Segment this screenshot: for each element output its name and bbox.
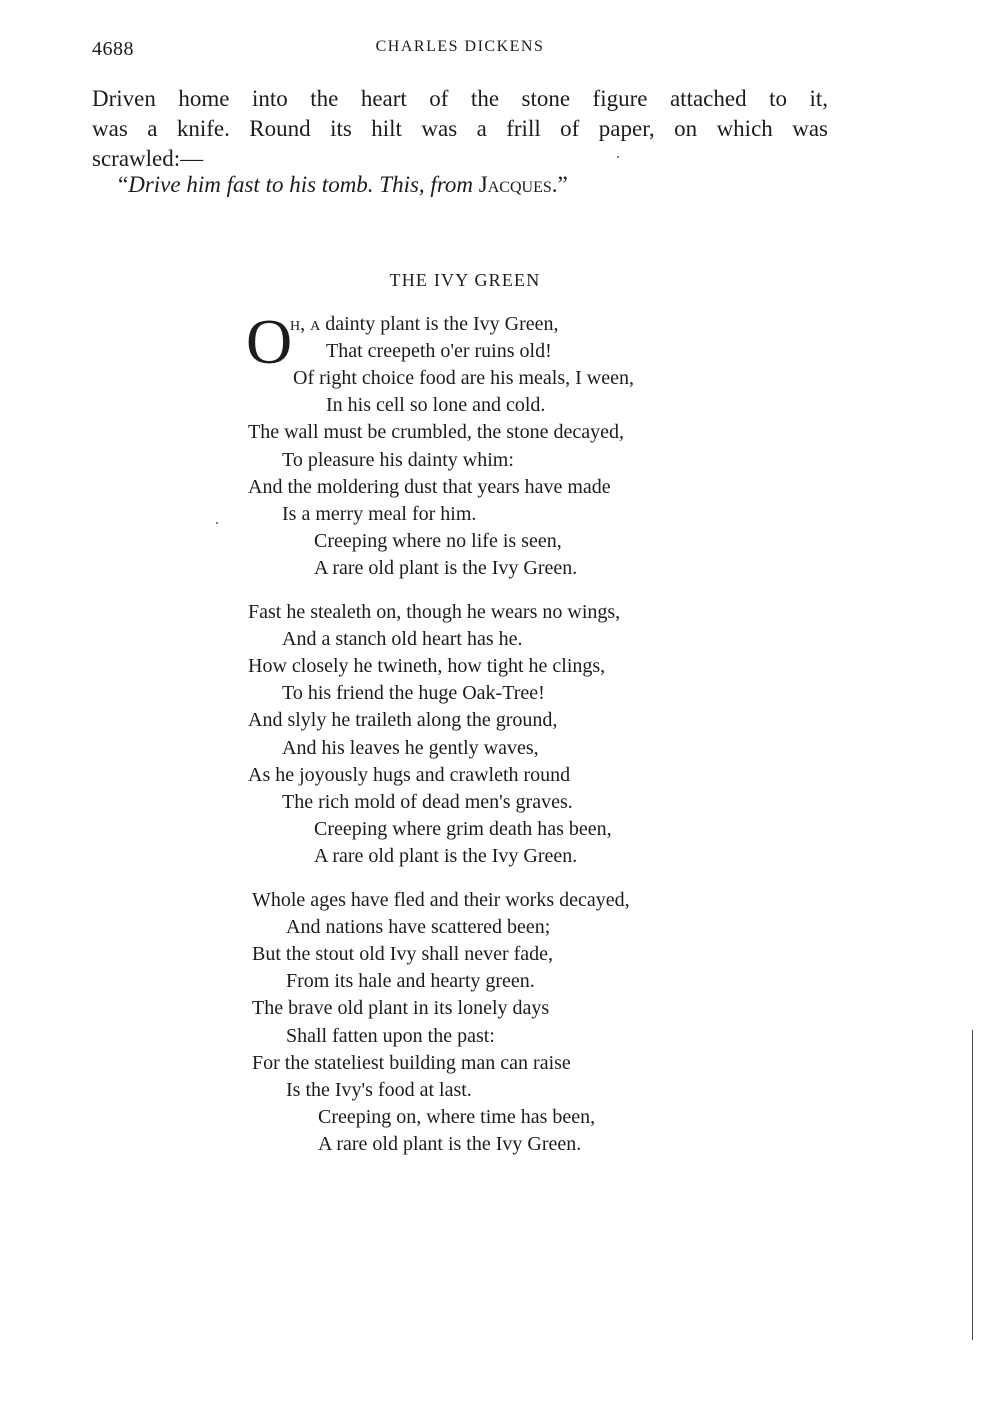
- poem-line: Is the Ivy's food at last.: [286, 1078, 472, 1101]
- poem-line: And a stanch old heart has he.: [282, 628, 523, 651]
- poem-line: The rich mold of dead men's graves.: [282, 790, 573, 813]
- poem-line: To pleasure his dainty whim:: [282, 448, 514, 471]
- poem-line: And his leaves he gently waves,: [282, 736, 539, 759]
- page-number: 4688: [92, 38, 134, 60]
- poem-line: Shall fatten upon the past:: [286, 1024, 495, 1047]
- quote-close-mark: ”: [557, 172, 568, 197]
- poem-line: A rare old plant is the Ivy Green.: [318, 1132, 582, 1155]
- quote-text: Drive him fast to his tomb. This, from: [128, 172, 474, 197]
- poem-line: To his friend the huge Oak-Tree!: [282, 682, 545, 705]
- margin-rule: [972, 1030, 973, 1340]
- poem-line-text: dainty plant is the Ivy Green,: [325, 313, 559, 335]
- poem-line: A rare old plant is the Ivy Green.: [314, 844, 578, 867]
- quote-open-mark: “: [118, 172, 129, 197]
- poem-line: And slyly he traileth along the ground,: [248, 709, 558, 732]
- poem-line: But the stout old Ivy shall never fade,: [252, 943, 554, 966]
- poem-line: Of right choice food are his meals, I ween,: [293, 367, 634, 390]
- poem-line: The brave old plant in its lonely days: [252, 997, 550, 1020]
- poem-line: As he joyously hugs and crawleth round: [248, 763, 571, 786]
- poem-line: Fast he stealeth on, though he wears no wings,: [248, 601, 621, 623]
- first-line-small-caps: h, a: [290, 313, 326, 335]
- prose-line: Driven home into the heart of the stone figure attached to it,: [92, 86, 828, 111]
- poem-line: Whole ages have fled and their works decayed,: [252, 889, 630, 911]
- poem-line: How closely he twineth, how tight he clings,: [248, 655, 606, 678]
- poem-line: Creeping where grim death has been,: [314, 817, 612, 840]
- poem-line: Is a merry meal for him.: [282, 502, 477, 525]
- poem-line: And the moldering dust that years have made: [248, 475, 611, 498]
- poem-line: [290, 312, 559, 336]
- scan-speck: [617, 156, 619, 158]
- poem-title: THE IVY GREEN: [389, 270, 541, 290]
- prose-line: was a knife. Round its hilt was a frill of paper, on which was: [92, 116, 828, 141]
- running-head: CHARLES DICKENS: [375, 38, 545, 55]
- poem-line: And nations have scattered been;: [286, 916, 551, 939]
- prose-line: scrawled:—: [92, 146, 204, 171]
- poem-line: That creepeth o'er ruins old!: [326, 340, 552, 363]
- poem-line: A rare old plant is the Ivy Green.: [314, 556, 578, 579]
- prose-paragraph: [92, 84, 828, 174]
- poem-line: From its hale and hearty green.: [286, 970, 535, 993]
- poem-line: Creeping on, where time has been,: [318, 1105, 596, 1128]
- quote-attribution: Jacques.: [478, 172, 558, 197]
- poem-line: In his cell so lone and cold.: [326, 394, 546, 417]
- scan-speck: [216, 522, 218, 524]
- drop-cap: O: [246, 306, 293, 377]
- poem-line: The wall must be crumbled, the stone decayed,: [248, 421, 624, 444]
- poem-line: For the stateliest building man can raise: [252, 1051, 571, 1074]
- poem-line: Creeping where no life is seen,: [314, 529, 562, 552]
- quote-line: [118, 172, 568, 198]
